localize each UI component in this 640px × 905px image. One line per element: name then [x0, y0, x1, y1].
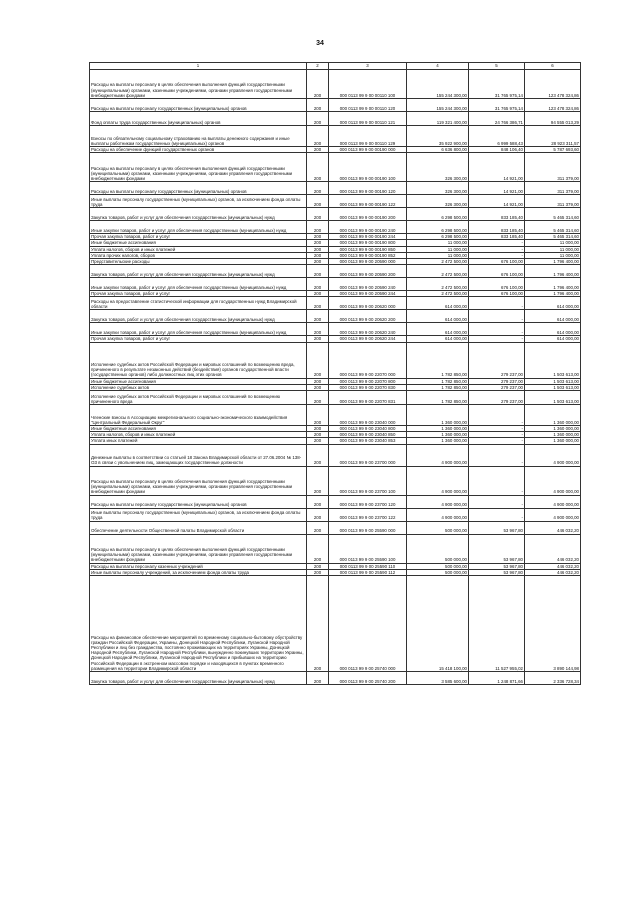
row-remaining-amount: 1 503 613,00	[525, 384, 581, 390]
row-admin-code: 200	[307, 297, 329, 310]
row-admin-code: 200	[307, 70, 329, 99]
row-remaining-amount: 1 796 400,00	[525, 259, 581, 265]
row-name: Прочая закупка товаров, работ и услуг	[90, 291, 307, 297]
row-budget-code: 000 0113 99 9 00 25590 100	[329, 534, 407, 563]
row-admin-code: 200	[307, 534, 329, 563]
row-admin-code: 200	[307, 342, 329, 378]
row-name: Денежные выплаты в соответствии со статьей 18 Закона Владимирской области от 27.06.2004 № 138-ОЗ в связи с увольнением лиц, замещающих государственные должности	[90, 444, 307, 466]
table-row	[90, 195, 581, 208]
page-number: 34	[316, 40, 324, 47]
row-approved-amount: 1 782 850,00	[407, 384, 469, 390]
row-approved-amount: 2 472 500,00	[407, 291, 469, 297]
row-executed-amount: 53 967,80	[469, 534, 525, 563]
row-remaining-amount: 11 000,00	[525, 246, 581, 252]
row-remaining-amount: 1 796 400,00	[525, 278, 581, 291]
row-admin-code: 200	[307, 466, 329, 495]
row-budget-code: 000 0113 99 9 00 22070 000	[329, 342, 407, 378]
row-budget-code: 000 0113 99 9 00 00190 200	[329, 208, 407, 221]
row-executed-amount: -	[469, 405, 525, 426]
row-remaining-amount: 1 503 613,00	[525, 342, 581, 378]
row-budget-code: 000 0113 99 9 00 20620 000	[329, 297, 407, 310]
table-row	[90, 405, 581, 426]
table-row	[90, 310, 581, 323]
row-remaining-amount: 446 032,20	[525, 563, 581, 569]
row-budget-code: 000 0113 99 9 00 25590 112	[329, 569, 407, 575]
table-row	[90, 126, 581, 147]
row-admin-code: 200	[307, 153, 329, 182]
row-remaining-amount: 3 890 144,98	[525, 576, 581, 672]
row-remaining-amount: 1 503 613,00	[525, 378, 581, 384]
row-name: Уплата прочих налогов, сборов	[90, 252, 307, 258]
row-executed-amount: 279 237,00	[469, 342, 525, 378]
row-remaining-amount: 446 032,20	[525, 569, 581, 575]
row-executed-amount: 279 237,00	[469, 378, 525, 384]
row-budget-code: 000 0113 99 9 00 23700 000	[329, 444, 407, 466]
row-name: Расходы на предоставление статистической информации для государственных нужд Владимирской области	[90, 297, 307, 310]
row-remaining-amount: 311 379,00	[525, 195, 581, 208]
table-row	[90, 297, 581, 310]
row-remaining-amount: 311 379,00	[525, 153, 581, 182]
row-admin-code: 200	[307, 182, 329, 195]
row-approved-amount: 2 472 500,00	[407, 259, 469, 265]
row-budget-code: 000 0113 99 9 00 20620 244	[329, 336, 407, 342]
row-approved-amount: 1 782 850,00	[407, 342, 469, 378]
row-remaining-amount: 5 465 314,60	[525, 208, 581, 221]
header-col-4: 4	[407, 63, 469, 70]
row-executed-amount: 279 237,00	[469, 384, 525, 390]
row-executed-amount: -	[469, 252, 525, 258]
row-name: Иные закупки товаров, работ и услуг для обеспечения государственных (муниципальных) нужд	[90, 278, 307, 291]
table-row	[90, 70, 581, 99]
row-remaining-amount: 446 032,20	[525, 521, 581, 534]
row-name: Расходы на выплаты персоналу государственных (муниципальных) органов	[90, 99, 307, 112]
row-name: Расходы на выплаты персоналу в целях обеспечения выполнения функций государственными (муниципальными) органами, казенными учреждениями, органами управления государственными внебюджетными фондами	[90, 466, 307, 495]
table-row	[90, 672, 581, 685]
row-budget-code: 000 0113 99 9 00 20590 000	[329, 259, 407, 265]
table-row	[90, 208, 581, 221]
row-remaining-amount: 123 478 324,86	[525, 99, 581, 112]
row-admin-code: 200	[307, 126, 329, 147]
row-approved-amount: 3 585 600,00	[407, 672, 469, 685]
row-budget-code: 000 0113 99 9 00 00190 120	[329, 182, 407, 195]
row-name: Расходы на выплаты персоналу государственных (муниципальных) органов	[90, 182, 307, 195]
row-executed-amount: -	[469, 426, 525, 432]
row-name: Иные выплаты персоналу государственных (муниципальных) органов, за исключением фонда оплаты труда	[90, 195, 307, 208]
row-executed-amount: 833 185,40	[469, 221, 525, 234]
row-executed-amount: 14 921,00	[469, 182, 525, 195]
table-row	[90, 323, 581, 336]
row-executed-amount: -	[469, 438, 525, 444]
row-remaining-amount: 1 796 400,00	[525, 291, 581, 297]
row-approved-amount: 6 298 500,00	[407, 234, 469, 240]
row-approved-amount: 1 360 000,00	[407, 432, 469, 438]
table-row	[90, 521, 581, 534]
row-name: Прочая закупка товаров, работ и услуг	[90, 234, 307, 240]
row-approved-amount: 6 636 800,00	[407, 147, 469, 153]
row-approved-amount: 326 300,00	[407, 195, 469, 208]
row-budget-code: 000 0113 99 9 00 20590 200	[329, 265, 407, 278]
row-admin-code: 200	[307, 495, 329, 508]
row-budget-code: 000 0113 99 9 00 23700 100	[329, 466, 407, 495]
row-name: Исполнение судебных актов Российской Федерации и мировых соглашений по возмещению вреда, причиненного в результате незаконных действий (бездействия) органов государственной власти (государственных органов) либо должностных лиц этих органов	[90, 342, 307, 378]
row-admin-code: 200	[307, 208, 329, 221]
row-executed-amount: 279 237,00	[469, 391, 525, 405]
row-remaining-amount: 1 360 000,00	[525, 426, 581, 432]
row-name: Иные закупки товаров, работ и услуг для обеспечения государственных (муниципальных) нужд	[90, 221, 307, 234]
row-executed-amount: -	[469, 336, 525, 342]
row-budget-code: 000 0113 99 9 00 25740 200	[329, 672, 407, 685]
row-budget-code: 000 0113 99 9 00 25590 000	[329, 521, 407, 534]
row-remaining-amount: 123 478 324,86	[525, 70, 581, 99]
row-approved-amount: 1 360 000,00	[407, 426, 469, 432]
row-approved-amount: 2 472 500,00	[407, 265, 469, 278]
row-executed-amount: 676 100,00	[469, 259, 525, 265]
row-admin-code: 200	[307, 234, 329, 240]
row-executed-amount: -	[469, 246, 525, 252]
budget-execution-table	[89, 62, 581, 685]
row-name: Прочая закупка товаров, работ и услуг	[90, 336, 307, 342]
row-budget-code: 000 0113 99 9 00 25740 000	[329, 576, 407, 672]
row-admin-code: 200	[307, 259, 329, 265]
row-name: Фонд оплаты труда государственных (муниципальных) органов	[90, 112, 307, 126]
row-approved-amount: 500 000,00	[407, 563, 469, 569]
row-budget-code: 000 0113 99 9 00 00110 121	[329, 112, 407, 126]
table-row	[90, 534, 581, 563]
row-approved-amount: 119 321 400,00	[407, 112, 469, 126]
table-row	[90, 265, 581, 278]
row-approved-amount: 4 900 000,00	[407, 466, 469, 495]
row-approved-amount: 326 300,00	[407, 153, 469, 182]
row-approved-amount: 11 000,00	[407, 240, 469, 246]
table-body	[90, 63, 581, 685]
row-executed-amount: 24 766 386,71	[469, 112, 525, 126]
table-row	[90, 99, 581, 112]
row-executed-amount: 833 185,40	[469, 208, 525, 221]
row-name: Уплата налогов, сборов и иных платежей	[90, 432, 307, 438]
row-executed-amount: 6 999 588,43	[469, 126, 525, 147]
row-budget-code: 000 0113 99 9 00 25590 110	[329, 563, 407, 569]
row-name: Обеспечение деятельности Общественной палаты Владимирской области	[90, 521, 307, 534]
row-name: Закупка товаров, работ и услуг для обеспечения государственных (муниципальных) нужд	[90, 672, 307, 685]
row-executed-amount: -	[469, 508, 525, 521]
table-row	[90, 112, 581, 126]
row-admin-code: 200	[307, 323, 329, 336]
row-approved-amount: 2 472 500,00	[407, 278, 469, 291]
row-name: Расходы на выплаты персоналу в целях обеспечения выполнения функций государственными (муниципальными) органами, казенными учреждениями, органами управления государственными внебюджетными фондами	[90, 70, 307, 99]
row-executed-amount: -	[469, 444, 525, 466]
row-approved-amount: 614 000,00	[407, 297, 469, 310]
row-name: Закупка товаров, работ и услуг для обеспечения государственных (муниципальных) нужд	[90, 265, 307, 278]
row-budget-code: 000 0113 99 9 00 23040 000	[329, 405, 407, 426]
table-row	[90, 444, 581, 466]
row-admin-code: 200	[307, 112, 329, 126]
row-budget-code: 000 0113 99 9 00 23040 853	[329, 438, 407, 444]
row-name: Иные выплаты персоналу учреждений, за исключением фонда оплаты труда	[90, 569, 307, 575]
row-admin-code: 200	[307, 444, 329, 466]
row-name: Иные закупки товаров, работ и услуг для обеспечения государственных (муниципальных) нужд	[90, 323, 307, 336]
row-budget-code: 000 0113 99 9 00 00190 244	[329, 234, 407, 240]
table-row	[90, 153, 581, 182]
row-remaining-amount: 4 900 000,00	[525, 466, 581, 495]
row-admin-code: 200	[307, 405, 329, 426]
row-admin-code: 200	[307, 278, 329, 291]
row-remaining-amount: 446 032,20	[525, 534, 581, 563]
row-budget-code: 000 0113 99 9 00 00110 100	[329, 70, 407, 99]
row-name: Взносы по обязательному социальному страхованию на выплаты денежного содержания и иные выплаты работникам государственных (муниципальных) органов	[90, 126, 307, 147]
row-budget-code: 000 0113 99 9 00 22070 831	[329, 391, 407, 405]
row-name: Расходы на обеспечение функций государственных органов	[90, 147, 307, 153]
row-remaining-amount: 5 465 314,60	[525, 221, 581, 234]
row-executed-amount: 31 765 975,14	[469, 70, 525, 99]
row-name: Иные бюджетные ассигнования	[90, 378, 307, 384]
row-budget-code: 000 0113 99 9 00 00110 120	[329, 99, 407, 112]
row-admin-code: 200	[307, 438, 329, 444]
row-executed-amount: -	[469, 432, 525, 438]
row-remaining-amount: 311 379,00	[525, 182, 581, 195]
row-executed-amount: 14 921,00	[469, 195, 525, 208]
row-approved-amount: 1 360 000,00	[407, 438, 469, 444]
row-budget-code: 000 0113 99 9 00 22070 830	[329, 384, 407, 390]
row-approved-amount: 1 782 850,00	[407, 391, 469, 405]
row-executed-amount: 31 765 975,14	[469, 99, 525, 112]
row-budget-code: 000 0113 99 9 00 00110 129	[329, 126, 407, 147]
row-executed-amount: -	[469, 240, 525, 246]
table-row	[90, 495, 581, 508]
row-executed-amount: 14 921,00	[469, 153, 525, 182]
row-approved-amount: 614 000,00	[407, 310, 469, 323]
row-name: Расходы на выплаты персоналу в целях обеспечения выполнения функций государственными (муниципальными) органами, казенными учреждениями, органами управления государственными внебюджетными фондами	[90, 534, 307, 563]
row-budget-code: 000 0113 99 9 00 20590 240	[329, 278, 407, 291]
row-executed-amount: 676 100,00	[469, 265, 525, 278]
row-executed-amount: 833 185,40	[469, 234, 525, 240]
row-name: Расходы на финансовое обеспечение мероприятий по временному социально-бытовому обустройству граждан Российской Федерации, Украины, Донецкой Народной Республики, Луганской Народной Республики и лиц без гражданства, постоянно проживающих на территориях Украины, Донецкой Народной Республики, Луганской Народной Республики, вынужденно покинувших территории Украины, Донецкой Народной Республики, Луганской Народной Республики и прибывших на территорию Российской Федерации в экстренном массовом порядке и находящихся в пунктах временного размещения на территории Владимирской области	[90, 576, 307, 672]
row-remaining-amount: 5 465 314,60	[525, 234, 581, 240]
row-admin-code: 200	[307, 378, 329, 384]
row-budget-code: 000 0113 99 9 00 23700 122	[329, 508, 407, 521]
row-approved-amount: 4 900 000,00	[407, 444, 469, 466]
row-name: Представительские расходы	[90, 259, 307, 265]
row-remaining-amount: 4 900 000,00	[525, 508, 581, 521]
row-name: Иные бюджетные ассигнования	[90, 240, 307, 246]
table-row	[90, 221, 581, 234]
row-name: Членские взносы в Ассоциацию межрегионального социально-экономического взаимодействия "Центральный Федеральный Округ"	[90, 405, 307, 426]
row-remaining-amount: 11 000,00	[525, 252, 581, 258]
row-admin-code: 200	[307, 384, 329, 390]
row-remaining-amount: 1 503 613,00	[525, 391, 581, 405]
table-row	[90, 182, 581, 195]
row-name: Расходы на выплаты персоналу в целях обеспечения выполнения функций государственными (муниципальными) органами, казенными учреждениями, органами управления государственными внебюджетными фондами	[90, 153, 307, 182]
row-budget-code: 000 0113 99 9 00 23040 850	[329, 432, 407, 438]
row-remaining-amount: 4 900 000,00	[525, 444, 581, 466]
row-admin-code: 200	[307, 99, 329, 112]
row-approved-amount: 500 000,00	[407, 534, 469, 563]
row-admin-code: 200	[307, 391, 329, 405]
row-admin-code: 200	[307, 246, 329, 252]
row-name: Иные выплаты персоналу государственных (муниципальных) органов, за исключением фонда оплаты труда	[90, 508, 307, 521]
row-admin-code: 200	[307, 576, 329, 672]
row-admin-code: 200	[307, 291, 329, 297]
row-admin-code: 200	[307, 508, 329, 521]
row-executed-amount: -	[469, 310, 525, 323]
row-remaining-amount: 614 000,00	[525, 323, 581, 336]
row-executed-amount: -	[469, 495, 525, 508]
row-budget-code: 000 0113 99 9 00 20620 200	[329, 310, 407, 323]
row-name: Расходы на выплаты персоналу казенных учреждений	[90, 563, 307, 569]
table-row	[90, 342, 581, 378]
row-budget-code: 000 0113 99 9 00 00190 850	[329, 246, 407, 252]
header-col-6: 6	[525, 63, 581, 70]
row-approved-amount: 1 782 850,00	[407, 378, 469, 384]
row-approved-amount: 4 900 000,00	[407, 495, 469, 508]
row-executed-amount: 1 248 871,66	[469, 672, 525, 685]
row-approved-amount: 4 900 000,00	[407, 508, 469, 521]
header-col-3: 3	[329, 63, 407, 70]
row-remaining-amount: 28 923 311,57	[525, 126, 581, 147]
header-col-2: 2	[307, 63, 329, 70]
row-approved-amount: 326 300,00	[407, 182, 469, 195]
row-admin-code: 200	[307, 563, 329, 569]
table-row	[90, 508, 581, 521]
row-approved-amount: 11 000,00	[407, 252, 469, 258]
row-name: Уплата налогов, сборов и иных платежей	[90, 246, 307, 252]
row-name: Исполнение судебных актов	[90, 384, 307, 390]
row-executed-amount: -	[469, 466, 525, 495]
row-admin-code: 200	[307, 310, 329, 323]
table-row	[90, 391, 581, 405]
row-admin-code: 200	[307, 195, 329, 208]
row-admin-code: 200	[307, 521, 329, 534]
row-executed-amount: 53 967,80	[469, 563, 525, 569]
row-admin-code: 200	[307, 426, 329, 432]
row-name: Исполнение судебных актов Российской Федерации и мировых соглашений по возмещению причиненного вреда	[90, 391, 307, 405]
row-admin-code: 200	[307, 240, 329, 246]
row-executed-amount: 676 100,00	[469, 291, 525, 297]
row-admin-code: 200	[307, 265, 329, 278]
table-row	[90, 278, 581, 291]
row-name: Закупка товаров, работ и услуг для обеспечения государственных (муниципальных) нужд	[90, 310, 307, 323]
row-admin-code: 200	[307, 221, 329, 234]
row-name: Иные бюджетные ассигнования	[90, 426, 307, 432]
row-remaining-amount: 5 787 693,60	[525, 147, 581, 153]
row-remaining-amount: 614 000,00	[525, 310, 581, 323]
row-remaining-amount: 2 336 728,34	[525, 672, 581, 685]
row-budget-code: 000 0113 99 9 00 20620 240	[329, 323, 407, 336]
row-executed-amount: -	[469, 323, 525, 336]
row-approved-amount: 6 298 500,00	[407, 208, 469, 221]
row-admin-code: 200	[307, 569, 329, 575]
row-executed-amount: 676 100,00	[469, 278, 525, 291]
row-approved-amount: 614 000,00	[407, 336, 469, 342]
row-remaining-amount: 1 796 400,00	[525, 265, 581, 278]
row-approved-amount: 6 298 500,00	[407, 221, 469, 234]
row-name: Закупка товаров, работ и услуг для обеспечения государственных (муниципальных) нужд	[90, 208, 307, 221]
table-row	[90, 466, 581, 495]
header-col-1: 1	[90, 63, 307, 70]
row-executed-amount: -	[469, 297, 525, 310]
row-budget-code: 000 0113 99 9 00 00190 100	[329, 153, 407, 182]
row-admin-code: 200	[307, 672, 329, 685]
row-budget-code: 000 0113 99 9 00 00190 000	[329, 147, 407, 153]
row-executed-amount: 53 967,80	[469, 569, 525, 575]
row-name: Расходы на выплаты персоналу государственных (муниципальных) органов	[90, 495, 307, 508]
row-executed-amount: 53 967,80	[469, 521, 525, 534]
row-remaining-amount: 614 000,00	[525, 336, 581, 342]
row-budget-code: 000 0113 99 9 00 22070 800	[329, 378, 407, 384]
row-approved-amount: 35 922 900,00	[407, 126, 469, 147]
row-remaining-amount: 1 360 000,00	[525, 405, 581, 426]
row-approved-amount: 155 244 300,00	[407, 99, 469, 112]
row-approved-amount: 500 000,00	[407, 569, 469, 575]
row-remaining-amount: 1 360 000,00	[525, 432, 581, 438]
row-remaining-amount: 614 000,00	[525, 297, 581, 310]
row-remaining-amount: 11 000,00	[525, 240, 581, 246]
row-admin-code: 200	[307, 147, 329, 153]
row-budget-code: 000 0113 99 9 00 00190 800	[329, 240, 407, 246]
row-approved-amount: 155 244 300,00	[407, 70, 469, 99]
row-executed-amount: 11 527 955,02	[469, 576, 525, 672]
row-admin-code: 200	[307, 432, 329, 438]
table-row	[90, 576, 581, 672]
row-budget-code: 000 0113 99 9 00 23040 800	[329, 426, 407, 432]
table-header-row	[90, 63, 581, 70]
row-budget-code: 000 0113 99 9 00 20590 244	[329, 291, 407, 297]
header-col-5: 5	[469, 63, 525, 70]
row-approved-amount: 11 000,00	[407, 246, 469, 252]
row-budget-code: 000 0113 99 9 00 00190 852	[329, 252, 407, 258]
row-budget-code: 000 0113 99 9 00 23700 120	[329, 495, 407, 508]
row-name: Уплата иных платежей	[90, 438, 307, 444]
row-remaining-amount: 94 555 013,29	[525, 112, 581, 126]
row-remaining-amount: 1 360 000,00	[525, 438, 581, 444]
row-executed-amount: 848 106,40	[469, 147, 525, 153]
row-approved-amount: 614 000,00	[407, 323, 469, 336]
row-admin-code: 200	[307, 252, 329, 258]
row-admin-code: 200	[307, 336, 329, 342]
row-approved-amount: 1 360 000,00	[407, 405, 469, 426]
row-budget-code: 000 0113 99 9 00 00190 122	[329, 195, 407, 208]
row-approved-amount: 500 000,00	[407, 521, 469, 534]
row-budget-code: 000 0113 99 9 00 00190 240	[329, 221, 407, 234]
row-remaining-amount: 4 900 000,00	[525, 495, 581, 508]
row-approved-amount: 15 418 100,00	[407, 576, 469, 672]
